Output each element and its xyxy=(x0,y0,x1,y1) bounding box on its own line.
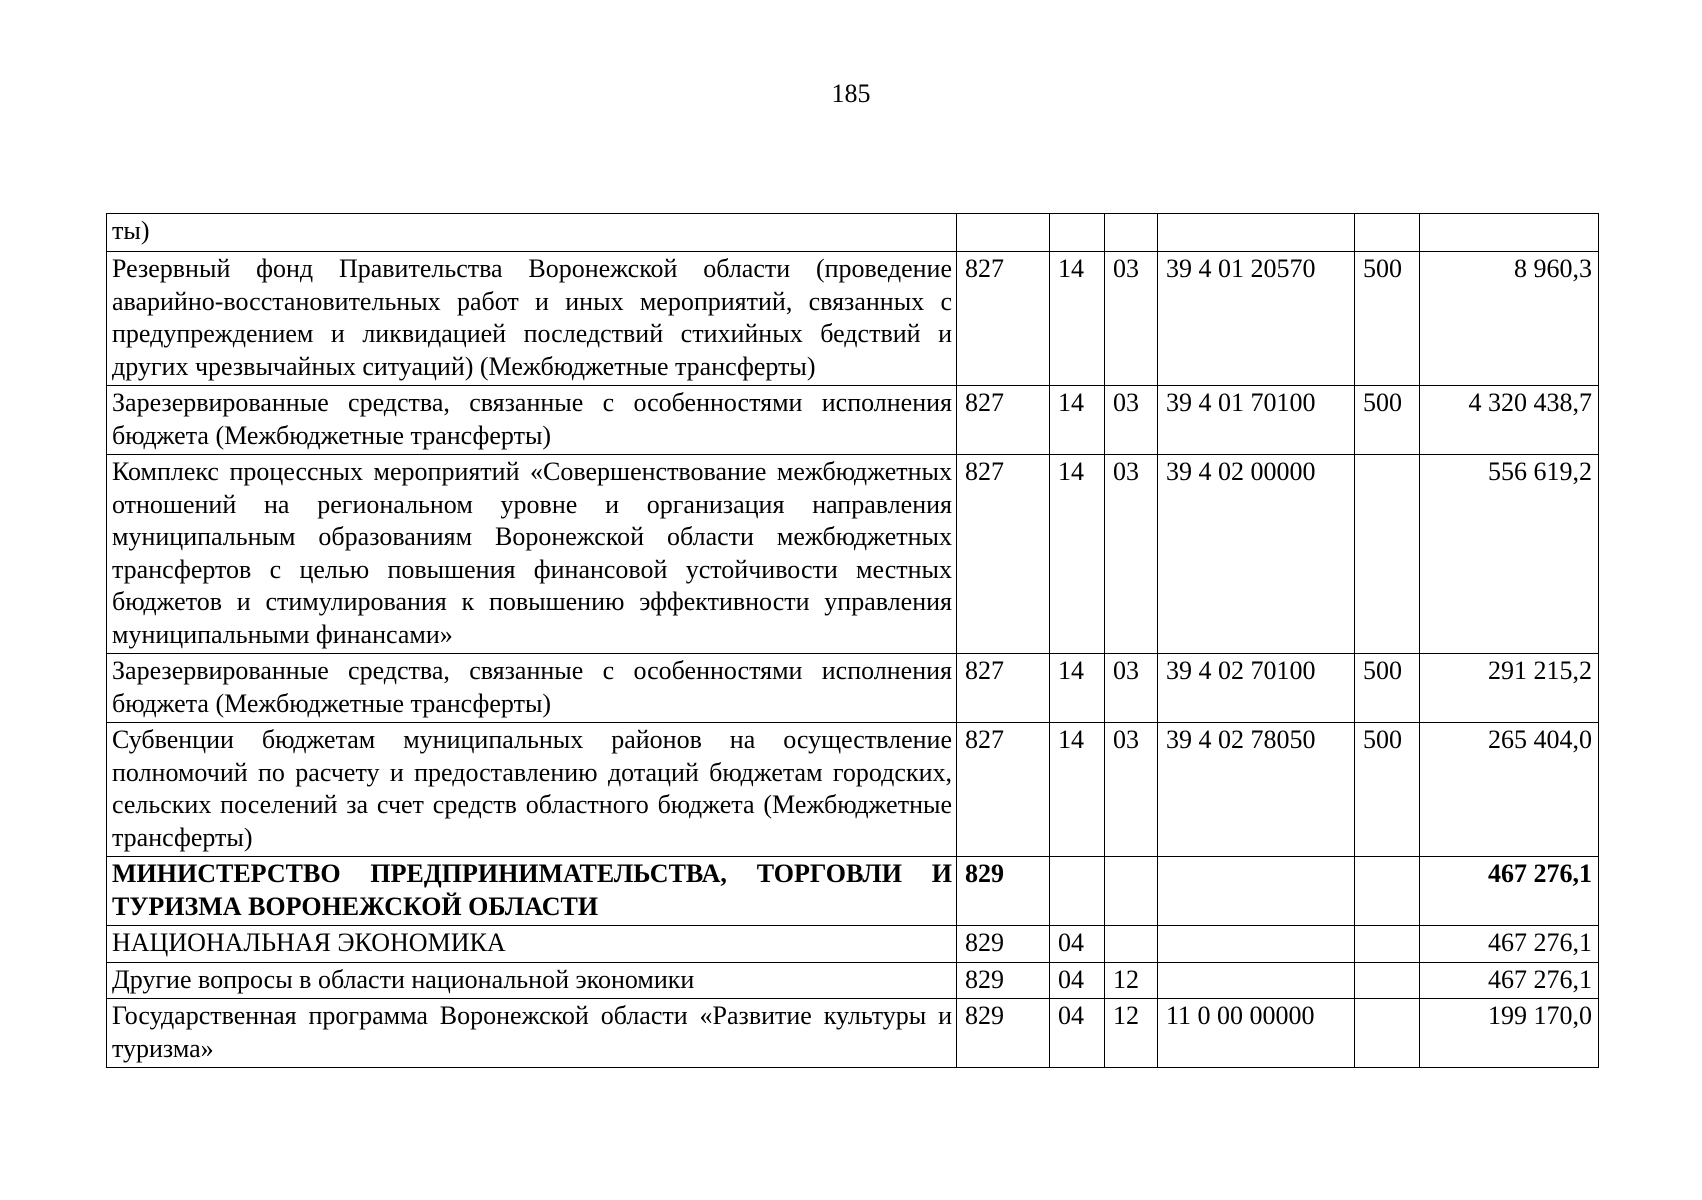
row-vr xyxy=(1355,926,1420,963)
row-pr: 03 xyxy=(1105,654,1158,723)
row-pr: 03 xyxy=(1105,723,1158,857)
row-grbs: 827 xyxy=(957,386,1050,455)
row-name: Резервный фонд Правительства Воронежской области (проведение аварийно-восстановительных работ и иных мероприятий, связанных с предупреждением и ликвидацией последствий стихийных бедствий и других чрезвычайных ситуаций) (Межбюджетные трансферты) xyxy=(107,252,957,386)
row-name: НАЦИОНАЛЬНАЯ ЭКОНОМИКА xyxy=(107,926,957,963)
table-body xyxy=(107,214,1599,1068)
row-csr xyxy=(1158,214,1355,252)
row-grbs: 827 xyxy=(957,252,1050,386)
row-grbs: 829 xyxy=(957,999,1050,1068)
row-amount: 8 960,3 xyxy=(1420,252,1599,386)
row-grbs: 827 xyxy=(957,654,1050,723)
row-csr: 39 4 01 20570 xyxy=(1158,252,1355,386)
row-grbs xyxy=(957,214,1050,252)
table-row-ministry xyxy=(107,857,1599,926)
row-vr xyxy=(1355,455,1420,654)
row-amount: 291 215,2 xyxy=(1420,654,1599,723)
row-csr xyxy=(1158,962,1355,999)
row-rz: 04 xyxy=(1050,926,1105,963)
table-row xyxy=(107,386,1599,455)
row-csr xyxy=(1158,857,1355,926)
table-row xyxy=(107,455,1599,654)
row-amount: 467 276,1 xyxy=(1420,857,1599,926)
row-rz: 14 xyxy=(1050,252,1105,386)
table-row xyxy=(107,214,1599,252)
row-rz: 14 xyxy=(1050,654,1105,723)
row-vr xyxy=(1355,999,1420,1068)
table-row xyxy=(107,962,1599,999)
row-amount: 467 276,1 xyxy=(1420,962,1599,999)
row-pr: 12 xyxy=(1105,962,1158,999)
row-vr: 500 xyxy=(1355,252,1420,386)
row-rz: 04 xyxy=(1050,999,1105,1068)
row-csr: 39 4 02 00000 xyxy=(1158,455,1355,654)
row-pr: 03 xyxy=(1105,455,1158,654)
row-csr xyxy=(1158,926,1355,963)
row-name: МИНИСТЕРСТВО ПРЕДПРИНИМАТЕЛЬСТВА, ТОРГОВЛИ И ТУРИЗМА ВОРОНЕЖСКОЙ ОБЛАСТИ xyxy=(107,857,957,926)
row-vr xyxy=(1355,857,1420,926)
row-rz: 14 xyxy=(1050,386,1105,455)
row-pr xyxy=(1105,857,1158,926)
row-amount: 556 619,2 xyxy=(1420,455,1599,654)
row-pr: 03 xyxy=(1105,386,1158,455)
row-grbs: 829 xyxy=(957,962,1050,999)
table-row xyxy=(107,926,1599,963)
row-amount xyxy=(1420,214,1599,252)
budget-table xyxy=(106,213,1599,1068)
row-vr xyxy=(1355,214,1420,252)
row-name: Зарезервированные средства, связанные с особенностями исполнения бюджета (Межбюджетные трансферты) xyxy=(107,654,957,723)
page-number: 185 xyxy=(831,79,871,108)
row-grbs: 829 xyxy=(957,857,1050,926)
row-name: Зарезервированные средства, связанные с особенностями исполнения бюджета (Межбюджетные трансферты) xyxy=(107,386,957,455)
row-csr: 39 4 02 78050 xyxy=(1158,723,1355,857)
row-rz xyxy=(1050,857,1105,926)
row-rz: 14 xyxy=(1050,455,1105,654)
row-pr xyxy=(1105,926,1158,963)
table-row xyxy=(107,654,1599,723)
row-name: Комплекс процессных мероприятий «Совершенствование межбюджетных отношений на региональном уровне и организация направления муниципальным образованиям Воронежской области межбюджетных трансфертов с целью повышения финансовой устойчивости местных бюджетов и стимулирования к повышению эффективности управления муниципальными финансами» xyxy=(107,455,957,654)
row-pr xyxy=(1105,214,1158,252)
row-amount: 467 276,1 xyxy=(1420,926,1599,963)
row-amount: 4 320 438,7 xyxy=(1420,386,1599,455)
row-vr: 500 xyxy=(1355,723,1420,857)
row-csr: 39 4 01 70100 xyxy=(1158,386,1355,455)
row-rz: 14 xyxy=(1050,723,1105,857)
row-amount: 199 170,0 xyxy=(1420,999,1599,1068)
row-grbs: 827 xyxy=(957,455,1050,654)
table-row xyxy=(107,252,1599,386)
table-row xyxy=(107,723,1599,857)
row-rz: 04 xyxy=(1050,962,1105,999)
row-grbs: 829 xyxy=(957,926,1050,963)
row-pr: 12 xyxy=(1105,999,1158,1068)
row-csr: 11 0 00 00000 xyxy=(1158,999,1355,1068)
row-rz xyxy=(1050,214,1105,252)
row-pr: 03 xyxy=(1105,252,1158,386)
row-vr: 500 xyxy=(1355,386,1420,455)
row-vr xyxy=(1355,962,1420,999)
row-csr: 39 4 02 70100 xyxy=(1158,654,1355,723)
row-vr: 500 xyxy=(1355,654,1420,723)
row-name: Другие вопросы в области национальной экономики xyxy=(107,962,957,999)
row-name: Государственная программа Воронежской области «Развитие культуры и туризма» xyxy=(107,999,957,1068)
table-row xyxy=(107,999,1599,1068)
row-amount: 265 404,0 xyxy=(1420,723,1599,857)
row-name: ты) xyxy=(107,214,957,252)
row-grbs: 827 xyxy=(957,723,1050,857)
row-name: Субвенции бюджетам муниципальных районов на осуществление полномочий по расчету и предоставлению дотаций бюджетам городских, сельских поселений за счет средств областного бюджета (Межбюджетные трансферты) xyxy=(107,723,957,857)
